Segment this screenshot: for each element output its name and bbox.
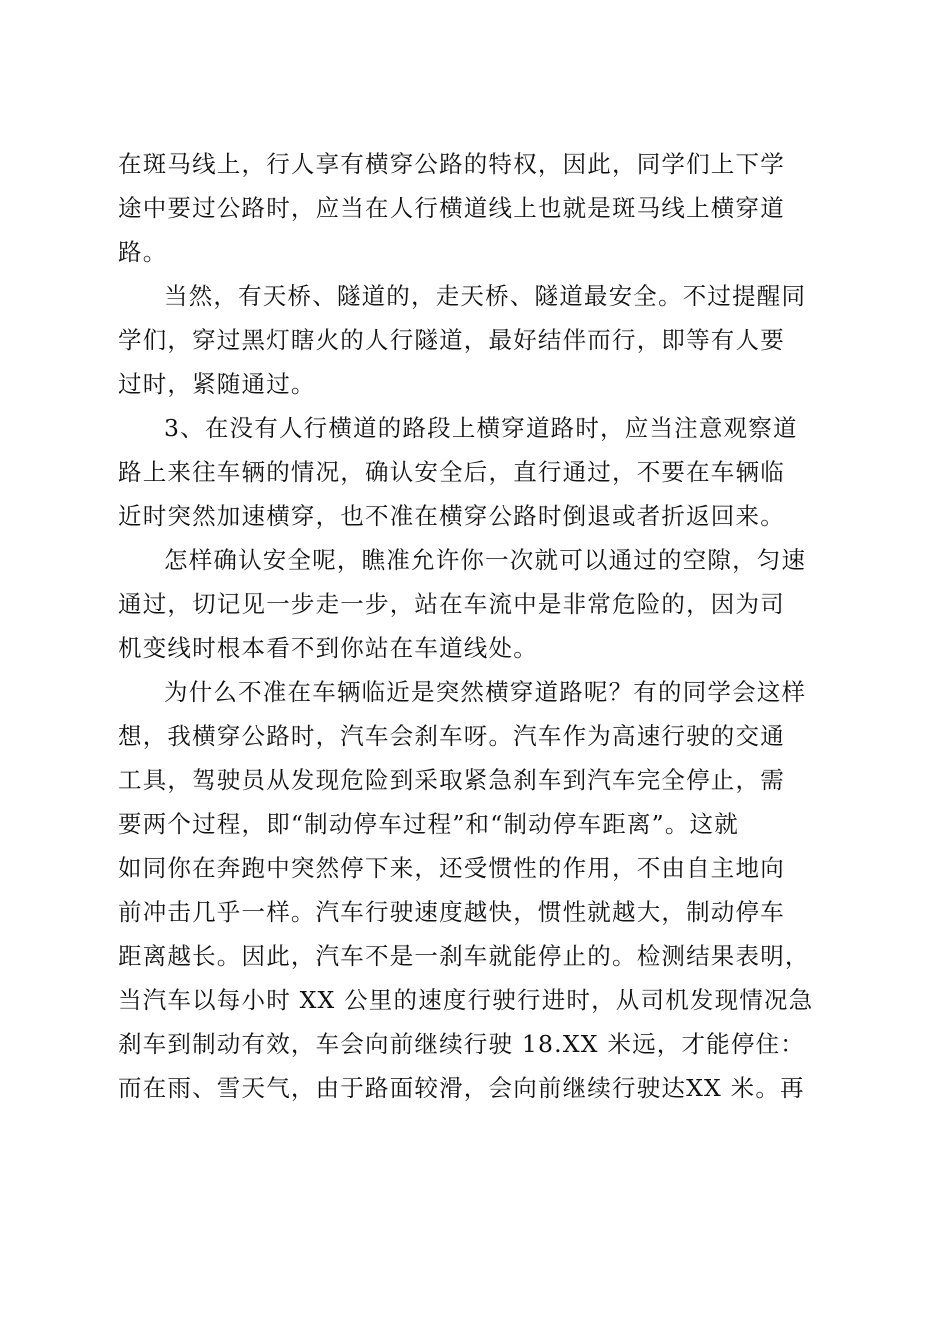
text-line: 途中要过公路时，应当在人行横道线上也就是斑马线上横穿道 [118,194,785,222]
paragraph-5 [118,670,828,1110]
text-line: 距离越长。因此，汽车不是一刹车就能停止的。检测结果表明， [118,942,810,970]
text-line: 为什么不准在车辆临近是突然横穿道路呢？有的同学会这样 [164,678,807,706]
text-line: 如同你在奔跑中突然停下来，还受惯性的作用，不由自主地向 [118,854,785,882]
text-line: 近时突然加速横穿，也不准在横穿公路时倒退或者折返回来。 [118,502,785,530]
text-line: 刹车到制动有效，车会向前继续行驶 18.XX 米远，才能停住： [118,1030,805,1058]
text-line: 3、在没有人行横道的路段上横穿道路时，应当注意观察道 [164,414,798,442]
text-line: 通过，切记见一步走一步，站在车流中是非常危险的，因为司 [118,590,785,618]
text-line: 而在雨、雪天气，由于路面较滑，会向前继续行驶达XX 米。再 [118,1074,805,1102]
text-line: 当然，有天桥、隧道的，走天桥、隧道最安全。不过提醒同 [164,282,807,310]
text-line: 路上来往车辆的情况，确认安全后，直行通过，不要在车辆临 [118,458,785,486]
text-line: 怎样确认安全呢，瞧准允许你一次就可以通过的空隙，匀速 [164,546,807,574]
paragraph-2 [118,274,828,406]
text-line: 学们，穿过黑灯瞎火的人行隧道，最好结伴而行，即等有人要 [118,326,785,354]
paragraph-1 [118,142,828,274]
text-line: 要两个过程，即“制动停车过程”和“制动停车距离”。这就 [118,810,739,838]
text-line: 工具，驾驶员从发现危险到采取紧急刹车到汽车完全停止，需 [118,766,785,794]
paragraph-3 [118,406,828,538]
text-line: 机变线时根本看不到你站在车道线处。 [118,634,538,662]
text-line: 前冲击几乎一样。汽车行驶速度越快，惯性就越大，制动停车 [118,898,785,926]
text-line: 过时，紧随通过。 [118,370,316,398]
text-line: 当汽车以每小时 XX 公里的速度行驶行进时，从司机发现情况急 [118,986,814,1014]
paragraph-4 [118,538,828,670]
text-line: 想，我横穿公路时，汽车会刹车呀。汽车作为高速行驶的交通 [118,722,785,750]
document-body [118,142,828,1110]
text-line: 在斑马线上，行人享有横穿公路的特权，因此，同学们上下学 [118,150,785,178]
text-line: 路。 [118,238,168,266]
